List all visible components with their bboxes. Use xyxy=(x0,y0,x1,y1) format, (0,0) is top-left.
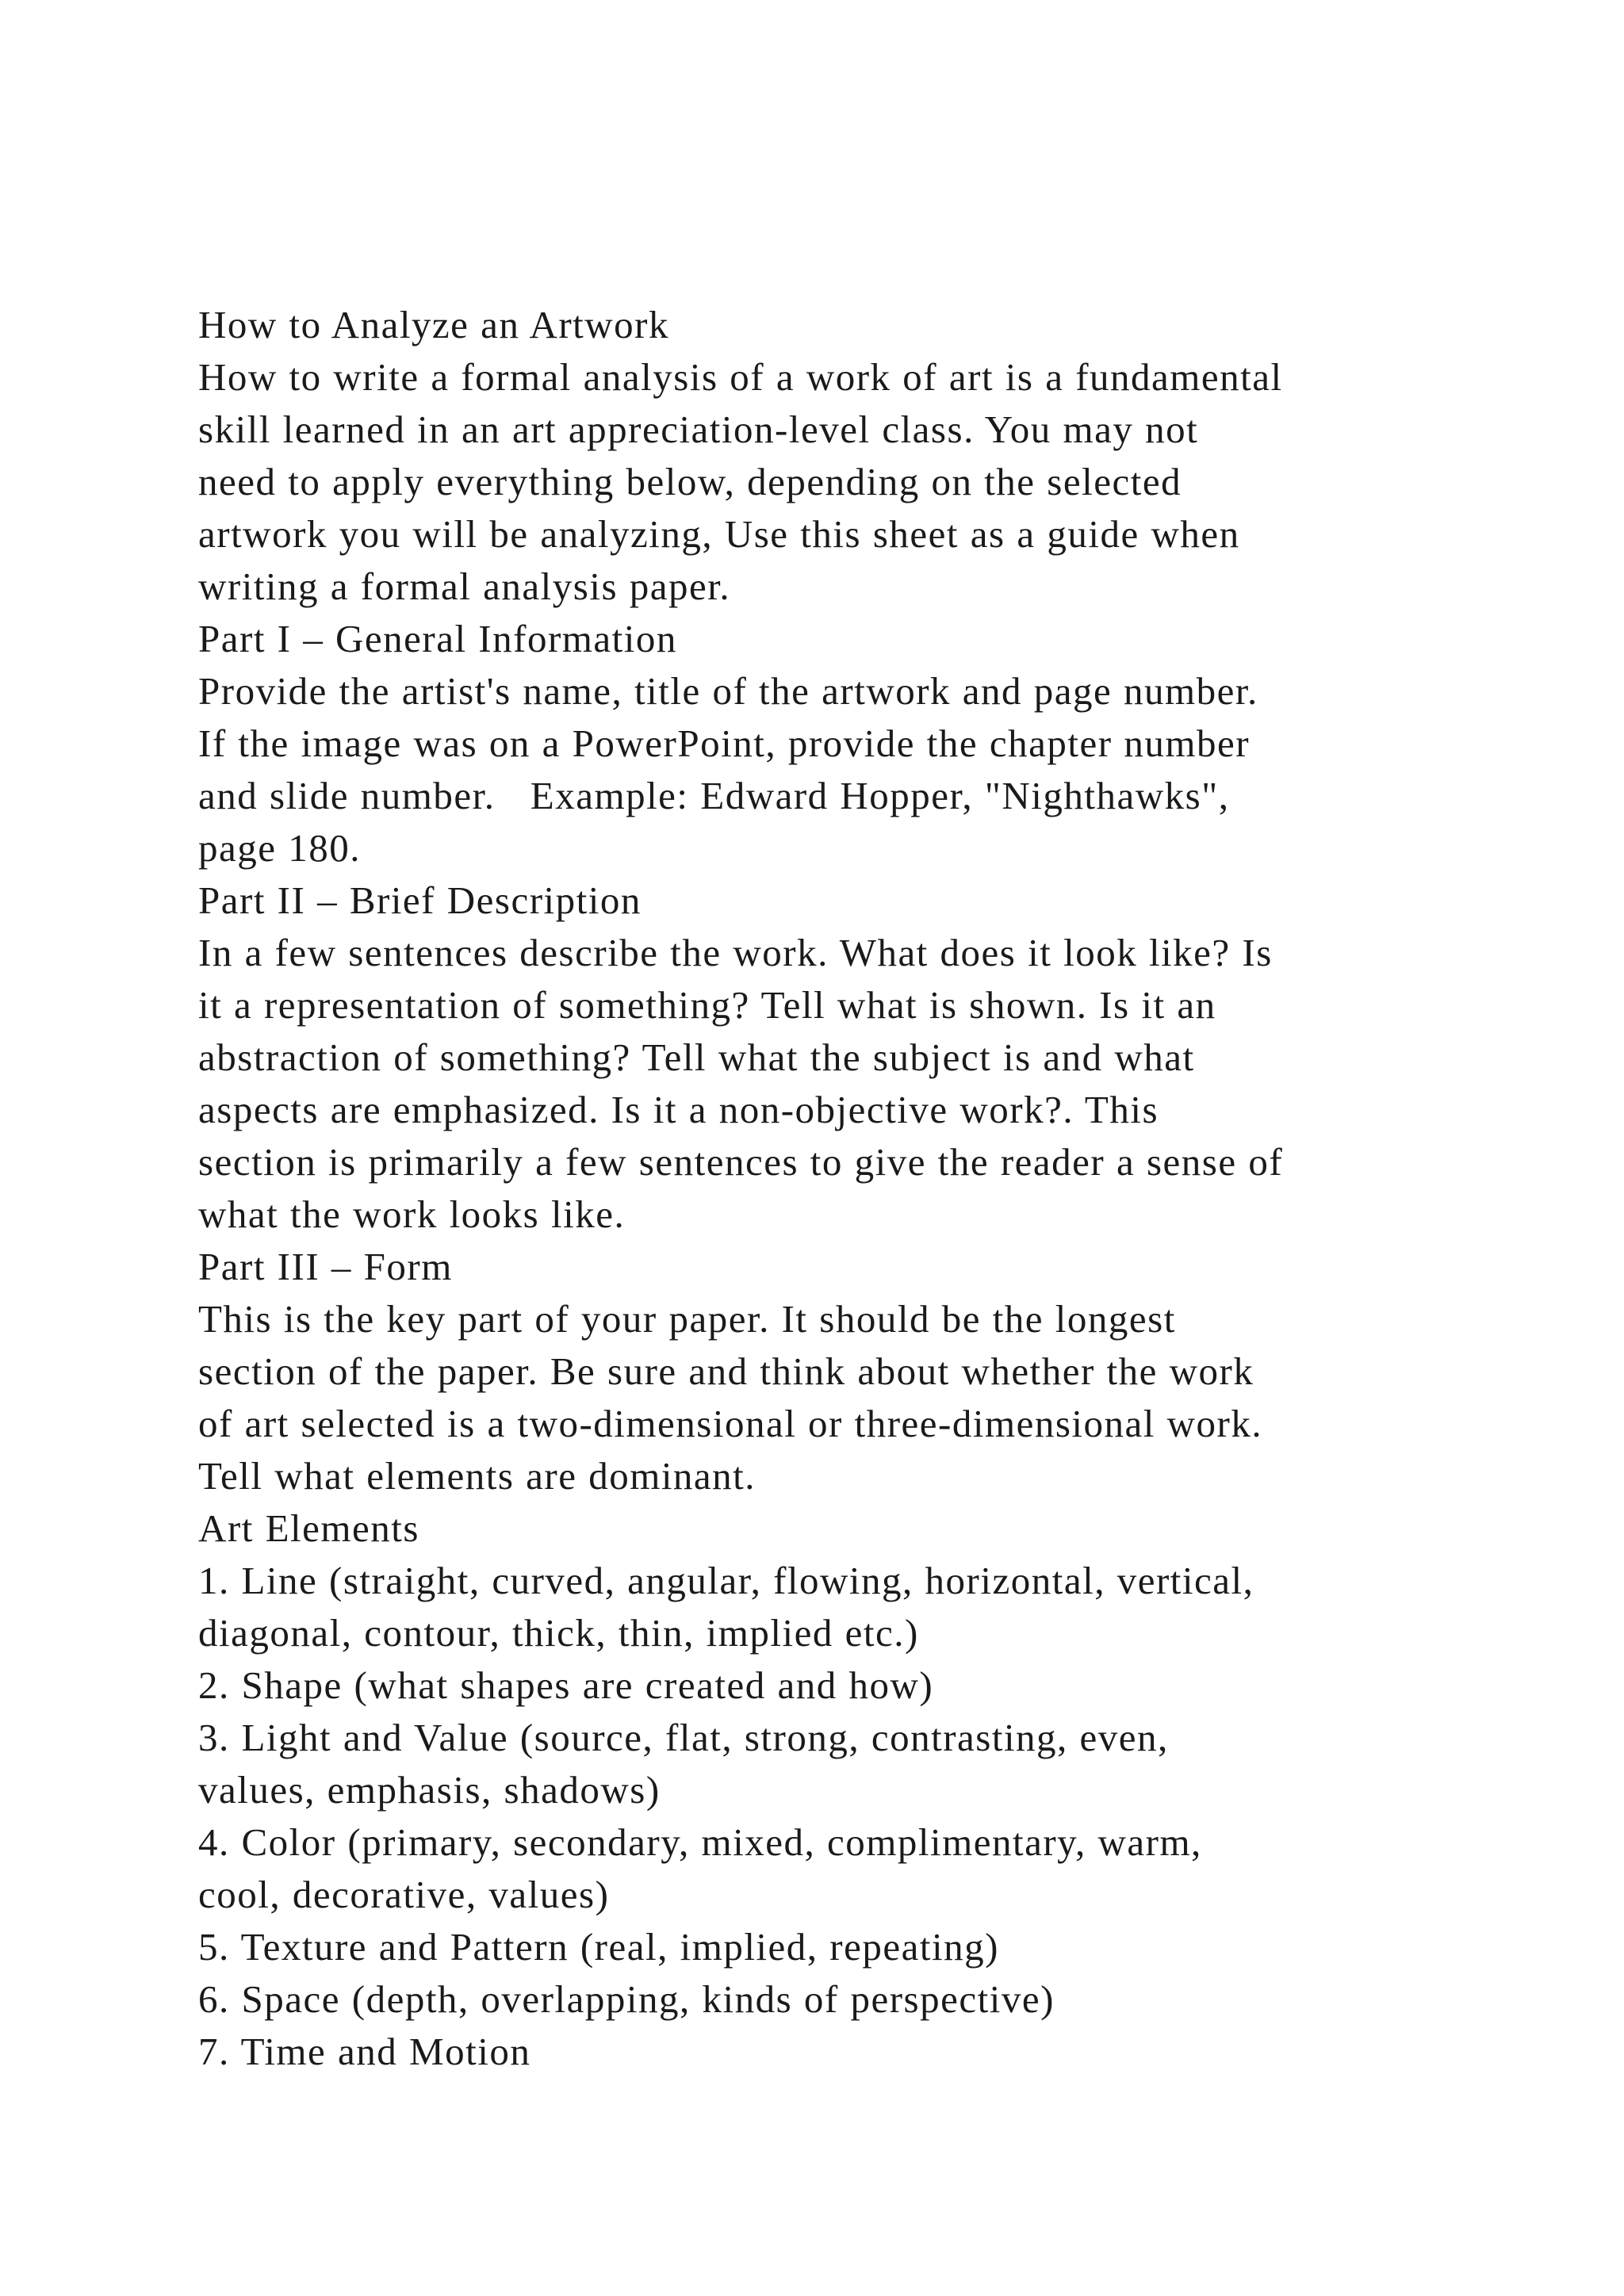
part-2-heading: Part II – Brief Description xyxy=(198,878,642,922)
document-title: How to Analyze an Artwork xyxy=(198,303,669,346)
part-3-line-3: of art selected is a two-dimensional or three-dimensional work. xyxy=(198,1402,1263,1445)
part-1-line-2: If the image was on a PowerPoint, provide the chapter number xyxy=(198,721,1251,765)
intro-line-4: artwork you will be analyzing, Use this sheet as a guide when xyxy=(198,512,1240,556)
element-color-cont: cool, decorative, values) xyxy=(198,1873,610,1916)
part-2-line-6: what the work looks like. xyxy=(198,1192,626,1236)
part-1-line-1: Provide the artist's name, title of the artwork and page number. xyxy=(198,669,1258,713)
document-body xyxy=(198,299,1483,2078)
part-2-line-3: abstraction of something? Tell what the subject is and what xyxy=(198,1035,1195,1079)
art-elements-heading: Art Elements xyxy=(198,1506,419,1550)
element-shape: 2. Shape (what shapes are created and how) xyxy=(198,1663,934,1707)
part-2-line-2: it a representation of something? Tell what is shown. Is it an xyxy=(198,983,1216,1027)
element-line-1: 1. Line (straight, curved, angular, flowing, horizontal, vertical, xyxy=(198,1559,1254,1602)
part-3-line-1: This is the key part of your paper. It should be the longest xyxy=(198,1297,1176,1341)
intro-line-3: need to apply everything below, depending on the selected xyxy=(198,460,1182,503)
element-color: 4. Color (primary, secondary, mixed, complimentary, warm, xyxy=(198,1820,1202,1864)
part-3-line-2: section of the paper. Be sure and think about whether the work xyxy=(198,1349,1254,1393)
intro-line-1: How to write a formal analysis of a work of art is a fundamental xyxy=(198,355,1283,399)
intro-line-5: writing a formal analysis paper. xyxy=(198,564,731,608)
part-1-heading: Part I – General Information xyxy=(198,617,677,660)
part-2-line-1: In a few sentences describe the work. What does it look like? Is xyxy=(198,931,1273,974)
element-light-value: 3. Light and Value (source, flat, strong, contrasting, even, xyxy=(198,1716,1169,1759)
part-1-line-4: page 180. xyxy=(198,826,361,870)
element-space: 6. Space (depth, overlapping, kinds of perspective) xyxy=(198,1977,1055,2021)
part-2-line-5: section is primarily a few sentences to give the reader a sense of xyxy=(198,1140,1284,1184)
part-2-line-4: aspects are emphasized. Is it a non-objective work?. This xyxy=(198,1088,1159,1131)
intro-line-2: skill learned in an art appreciation-level class. You may not xyxy=(198,408,1199,451)
part-1-line-3: and slide number. Example: Edward Hopper, "Nighthawks", xyxy=(198,774,1230,817)
part-3-line-4: Tell what elements are dominant. xyxy=(198,1454,756,1498)
part-3-heading: Part III – Form xyxy=(198,1245,453,1288)
element-texture-pattern: 5. Texture and Pattern (real, implied, repeating) xyxy=(198,1925,999,1969)
element-light-value-cont: values, emphasis, shadows) xyxy=(198,1768,661,1812)
element-line-1-cont: diagonal, contour, thick, thin, implied etc.) xyxy=(198,1611,919,1655)
element-time-motion: 7. Time and Motion xyxy=(198,2030,531,2073)
